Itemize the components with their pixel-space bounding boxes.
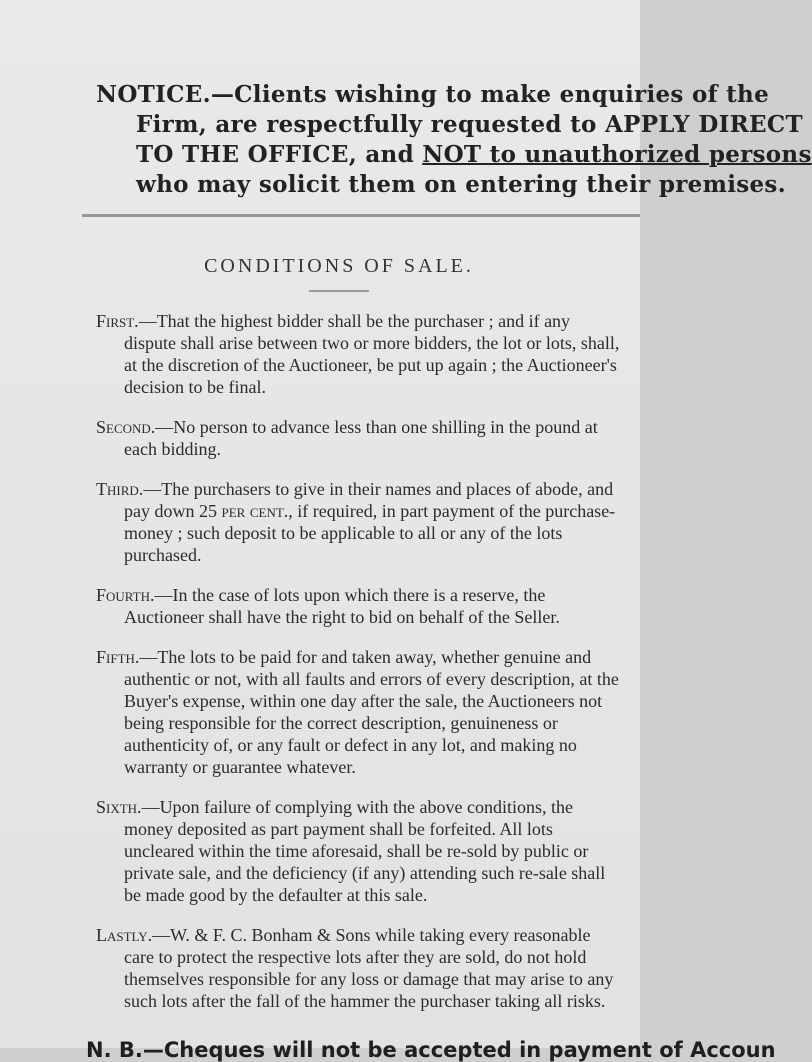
notice-line-4: who may solicit them on entering their premises. [136,171,786,198]
condition-text: , if required, in part payment of the purchase-money ; such deposit to be applicable to all or any of the lots purchased. [124,501,616,565]
condition-lead: Third. [96,479,144,499]
notice-line-3-underlined: NOT to unauthorized persons [422,141,812,168]
notice-line-2: Firm, are respectfully requested to APPLY DIRECT [136,111,803,138]
cheques-notice: N. B.—Cheques will not be accepted in payment of Accoun [86,1038,776,1062]
notice-line-3 [96,140,812,170]
condition-text-smallcaps: per cent. [221,501,289,521]
condition-text: —The lots to be paid for and taken away, whether genuine and authentic or not, with all faults and errors of every description, at the Buyer's expense, within one day after the sale, the Auctioneers not being responsible for the correct description, genuineness or authenticity of, or any fault or defect in any lot, and making no warranty or guarantee whatever. [124,647,619,777]
condition-lead: Fifth. [96,647,140,667]
condition-lead: Second. [96,417,156,437]
condition-text: —In the case of lots upon which there is a reserve, the Auctioneer shall have the right to bid on behalf of the Seller. [124,585,560,627]
condition-lead: First. [96,311,139,331]
condition-text: —W. & F. C. Bonham & Sons while taking every reasonable care to protect the respective lots after they are sold, do not hold themselves responsible for any loss or damage that may arise to any such lots after the fall of the hammer the purchaser taking all risks. [124,925,614,1011]
condition-lastly [96,924,622,1012]
divider-rule [82,214,640,217]
condition-lead: Lastly. [96,925,153,945]
condition-text: —Upon failure of complying with the above conditions, the money deposited as part payment shall be forfeited. All lots uncleared within the time aforesaid, shall be re-sold by public or private sale, and the deficiency (if any) attending such re-sale shall be made good by the defaulter at this sale. [124,797,606,905]
condition-third [96,478,622,566]
notice-block [96,80,812,200]
notice-line-1: NOTICE.—Clients wishing to make enquiries of the [96,81,769,108]
heading-rule [309,290,369,292]
condition-fifth [96,646,622,778]
condition-second [96,416,622,460]
conditions-heading: CONDITIONS OF SALE. [204,255,474,277]
condition-first [96,310,622,398]
condition-text: —No person to advance less than one shilling in the pound at each bidding. [124,417,598,459]
notice-line-3-text: TO THE OFFICE, and [136,141,423,168]
condition-sixth [96,796,622,906]
condition-lead: Sixth. [96,797,142,817]
condition-fourth [96,584,622,628]
condition-lead: Fourth. [96,585,155,605]
condition-text: —The purchasers to give in their names and places of abode, and pay down 25 [124,479,614,521]
conditions-list [96,310,622,1012]
condition-text: —That the highest bidder shall be the purchaser ; and if any dispute shall arise between two or more bidders, the lot or lots, shall, at the discretion of the Auctioneer, be put up again ; the Auctioneer's decision to be final. [124,311,620,397]
